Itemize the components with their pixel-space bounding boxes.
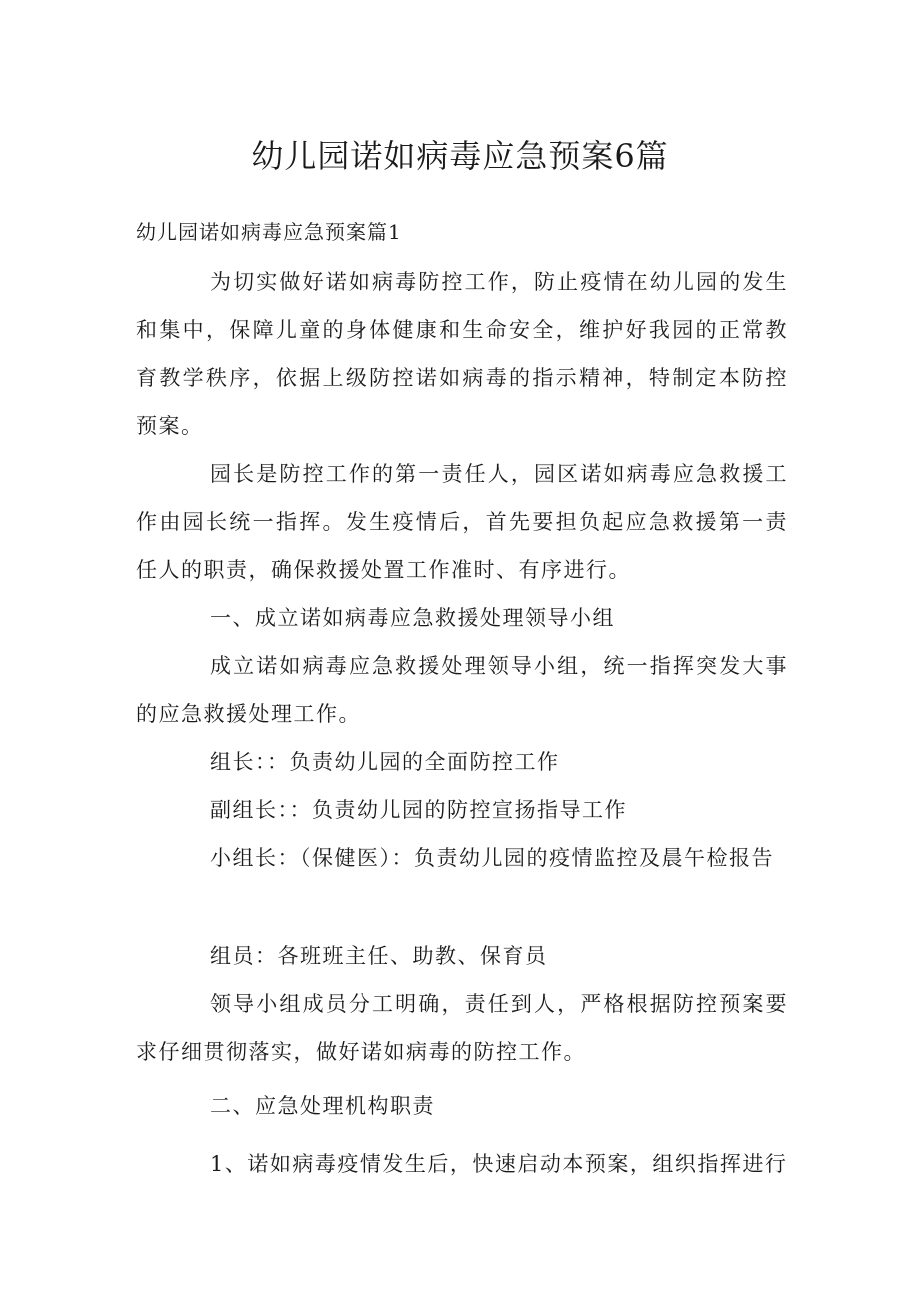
section-heading: 幼儿园诺如病毒应急预案篇1 <box>136 220 402 244</box>
paragraph-members: 组员：各班班主任、助教、保育员 <box>210 944 548 968</box>
paragraph-deputy-leader: 副组长：：负责幼儿园的防控宣扬指导工作 <box>210 798 627 822</box>
paragraph-group-leader: 组长：：负责幼儿园的全面防控工作 <box>210 750 560 774</box>
paragraph-intro: 为切实做好诺如病毒防控工作，防止疫情在幼儿园的发生和集中，保障儿童的身体健康和生命安全，维护好我园的正常教育教学秩序，依据上级防控诺如病毒的指示精神，特制定本防控预案。 <box>136 270 788 438</box>
heading-agency-duties: 二、应急处理机构职责 <box>210 1094 435 1118</box>
paragraph-team-leader: 小组长：（保健医）：负责幼儿园的疫情监控及晨午检报告 <box>210 846 774 870</box>
paragraph-division-of-labor: 领导小组成员分工明确，责任到人，严格根据防控预案要求仔细贯彻落实，做好诺如病毒的防控工作。 <box>136 992 788 1064</box>
paragraph-principal-responsibility: 园长是防控工作的第一责任人，园区诺如病毒应急救援工作由园长统一指挥。发生疫情后，首先要担负起应急救援第一责任人的职责，确保救援处置工作准时、有序进行。 <box>136 462 788 582</box>
paragraph-duty-1: 1、诺如病毒疫情发生后，快速启动本预案，组织指挥进行 <box>210 1152 788 1176</box>
paragraph-leadership-group: 成立诺如病毒应急救援处理领导小组，统一指挥突发大事的应急救援处理工作。 <box>136 654 788 726</box>
document-title: 幼儿园诺如病毒应急预案6篇 <box>251 137 669 175</box>
heading-leadership-group: 一、成立诺如病毒应急救援处理领导小组 <box>210 606 615 630</box>
